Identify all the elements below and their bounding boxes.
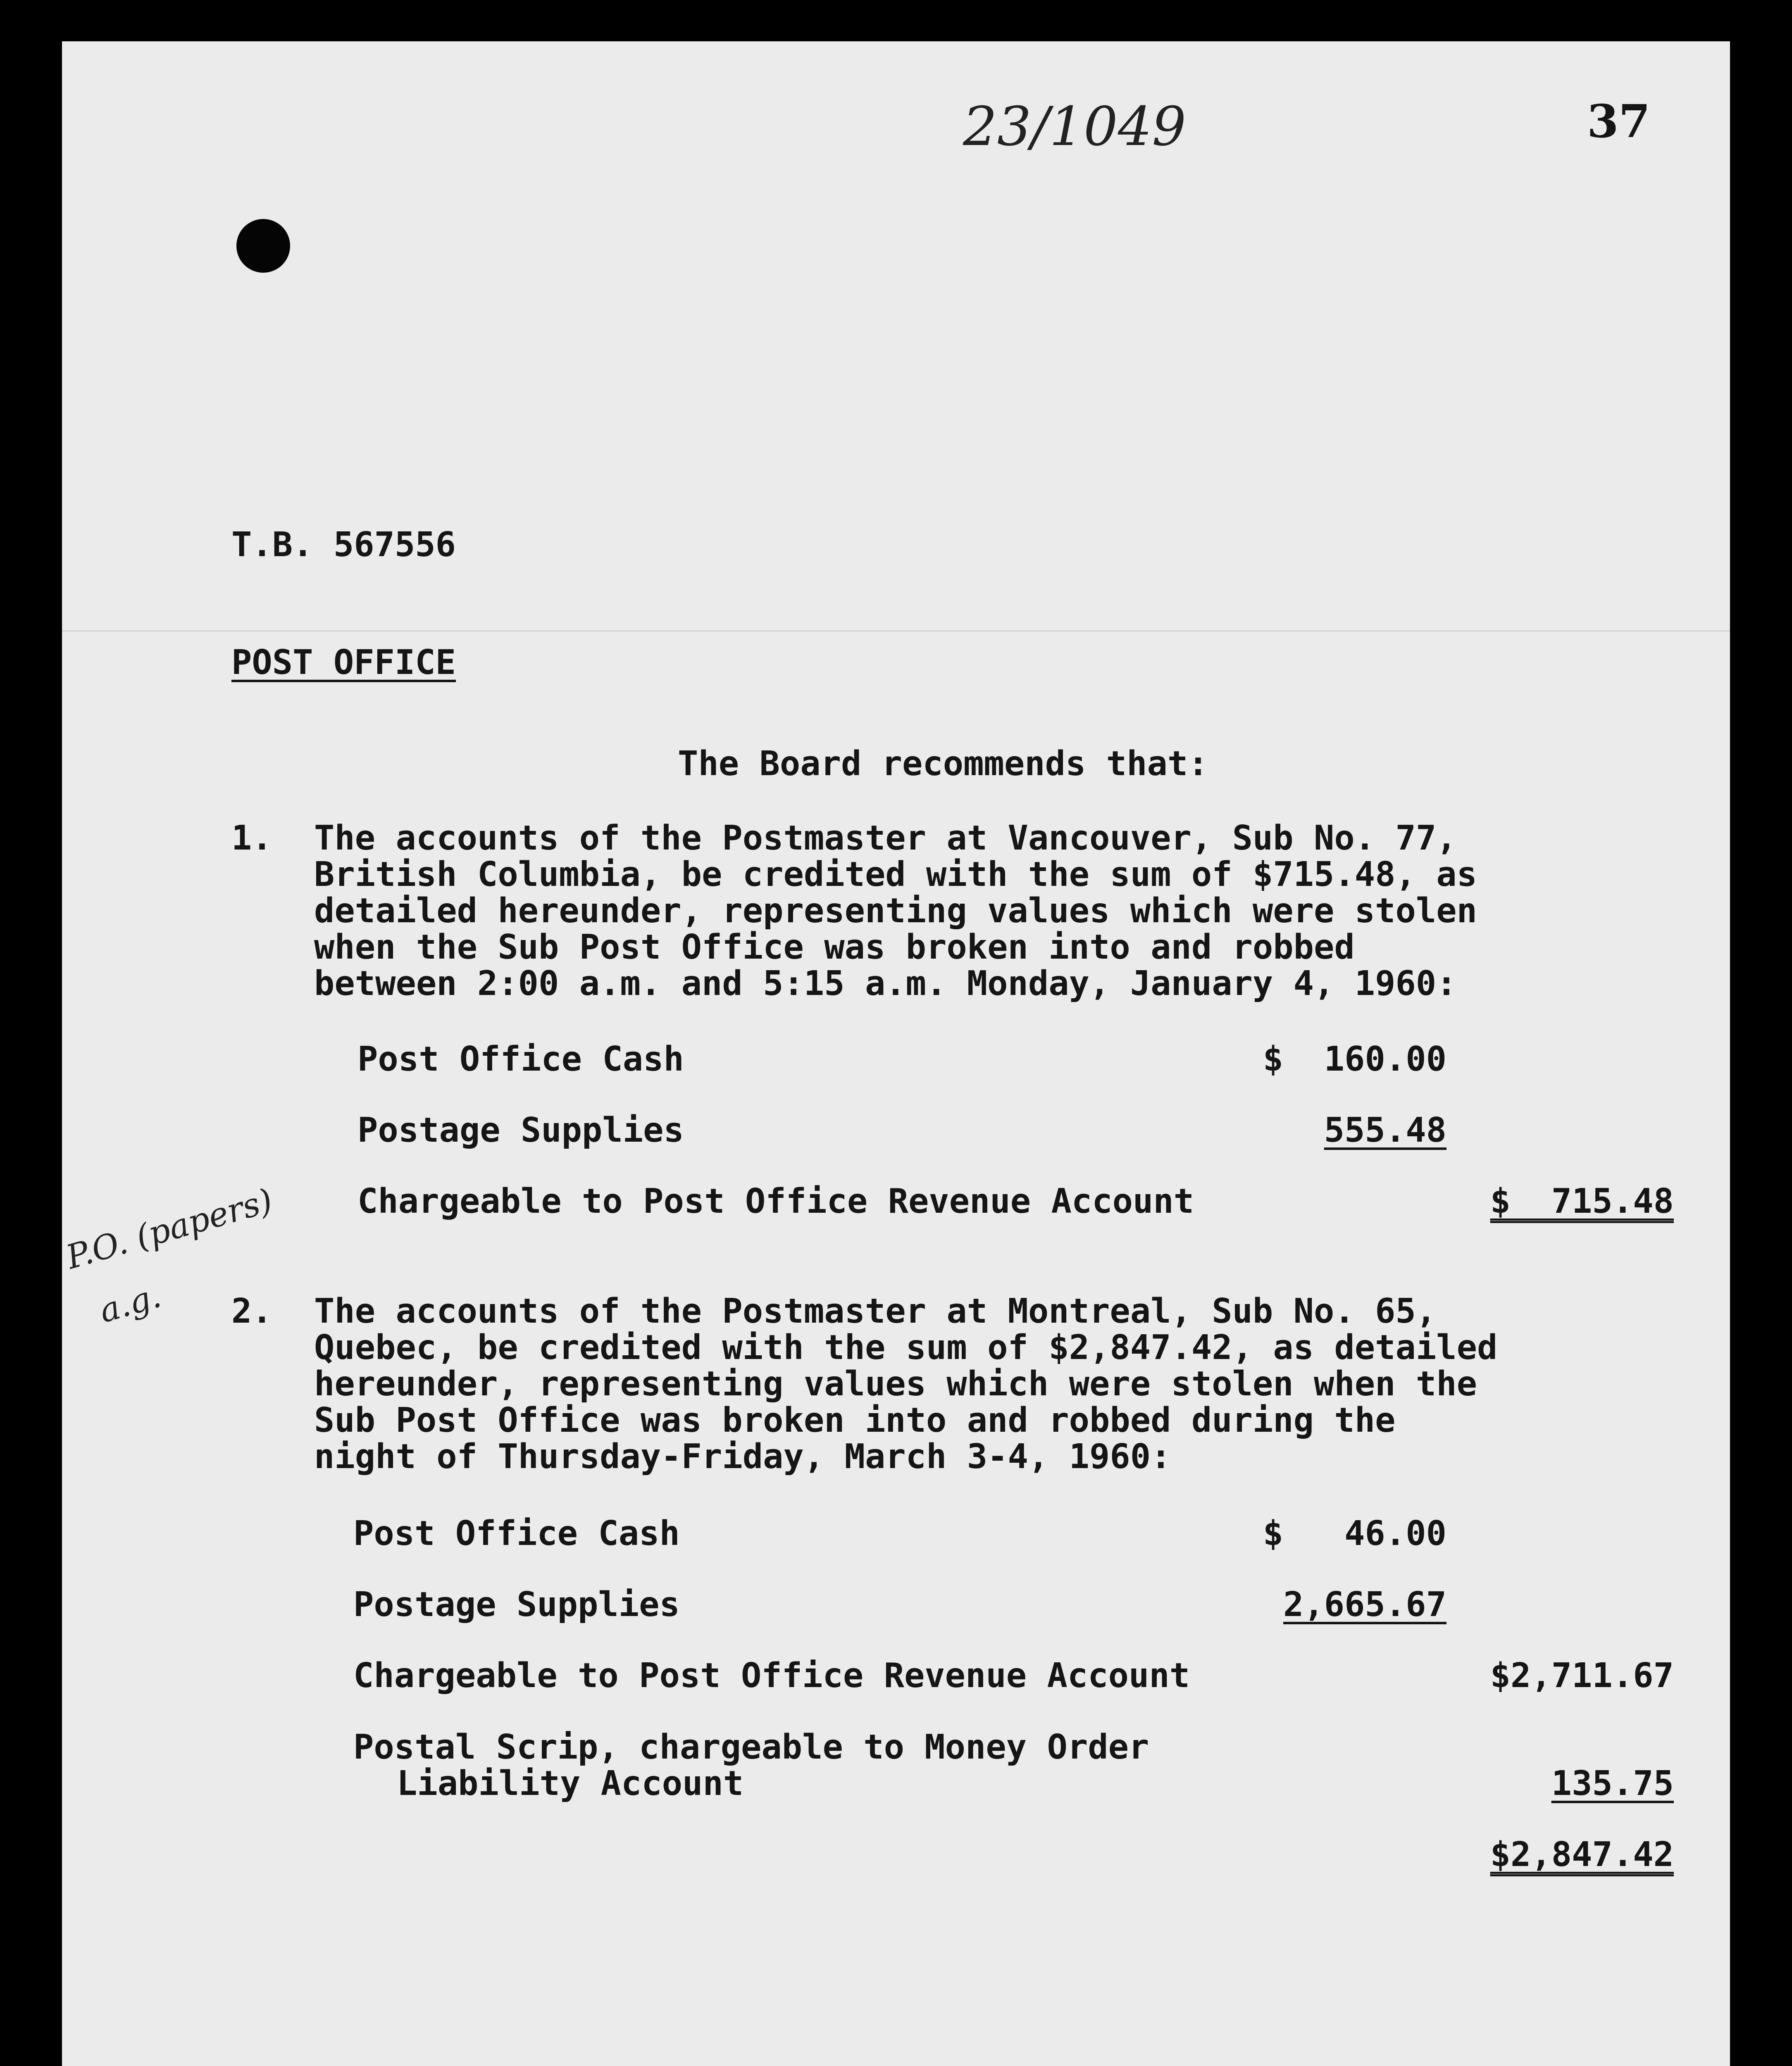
item-1-supplies-label: Postage Supplies [357, 1111, 684, 1150]
recommendation-intro: The Board recommends that: [678, 744, 1208, 783]
document-page [62, 41, 1730, 2066]
item-2-line: Quebec, be credited with the sum of $2,847.42, as detailed [314, 1328, 1498, 1367]
item-1-supplies-amount: 555.48 [1324, 1111, 1446, 1150]
item-2-scrip-label-line-2: Liability Account [397, 1764, 744, 1803]
item-1-line: The accounts of the Postmaster at Vancouver, Sub No. 77, [314, 819, 1457, 858]
item-2-cash-label: Post Office Cash [353, 1514, 680, 1553]
item-2-cash-amount: $ 46.00 [1263, 1514, 1446, 1553]
page-fold-line [62, 630, 1730, 632]
item-2-supplies-amount: 2,665.67 [1283, 1585, 1446, 1624]
margin-note-line-1: P.O. (papers) [62, 1181, 277, 1277]
item-1-chargeable-total: $ 715.48 [1490, 1182, 1674, 1221]
item-1-line: when the Sub Post Office was broken into and robbed [314, 928, 1355, 967]
tb-number: T.B. 567556 [231, 525, 456, 564]
item-2-grand-total: $2,847.42 [1490, 1835, 1674, 1874]
item-1-cash-label: Post Office Cash [357, 1040, 684, 1079]
item-1-line: detailed hereunder, representing values which were stolen [314, 891, 1477, 931]
item-2-scrip-amount: 135.75 [1551, 1764, 1674, 1803]
item-2-line: hereunder, representing values which were stolen when the [314, 1364, 1477, 1404]
item-2-line: night of Thursday-Friday, March 3-4, 1960: [314, 1437, 1171, 1476]
item-1-line: between 2:00 a.m. and 5:15 a.m. Monday, January 4, 1960: [314, 964, 1457, 1003]
item-2-chargeable-label: Chargeable to Post Office Revenue Account [353, 1656, 1190, 1695]
item-2-chargeable-total: $2,711.67 [1490, 1656, 1674, 1695]
item-1-cash-amount: $ 160.00 [1263, 1040, 1446, 1079]
item-2-number: 2. [231, 1292, 272, 1331]
item-1-line: British Columbia, be credited with the sum of $715.48, as [314, 855, 1477, 894]
item-2-line: Sub Post Office was broken into and robbed during the [314, 1401, 1396, 1440]
punch-hole [236, 219, 290, 273]
margin-note-line-2: a.g. [95, 1276, 165, 1331]
department-heading: POST OFFICE [231, 643, 456, 682]
item-2-scrip-label-line-1: Postal Scrip, chargeable to Money Order [353, 1728, 1149, 1767]
handwritten-reference: 23/1049 [963, 95, 1187, 158]
item-1-chargeable-label: Chargeable to Post Office Revenue Account [357, 1182, 1194, 1221]
item-1-number: 1. [231, 819, 272, 858]
item-2-supplies-label: Postage Supplies [353, 1585, 680, 1624]
item-2-line: The accounts of the Postmaster at Montreal, Sub No. 65, [314, 1292, 1437, 1331]
page-number: 37 [1587, 95, 1651, 148]
